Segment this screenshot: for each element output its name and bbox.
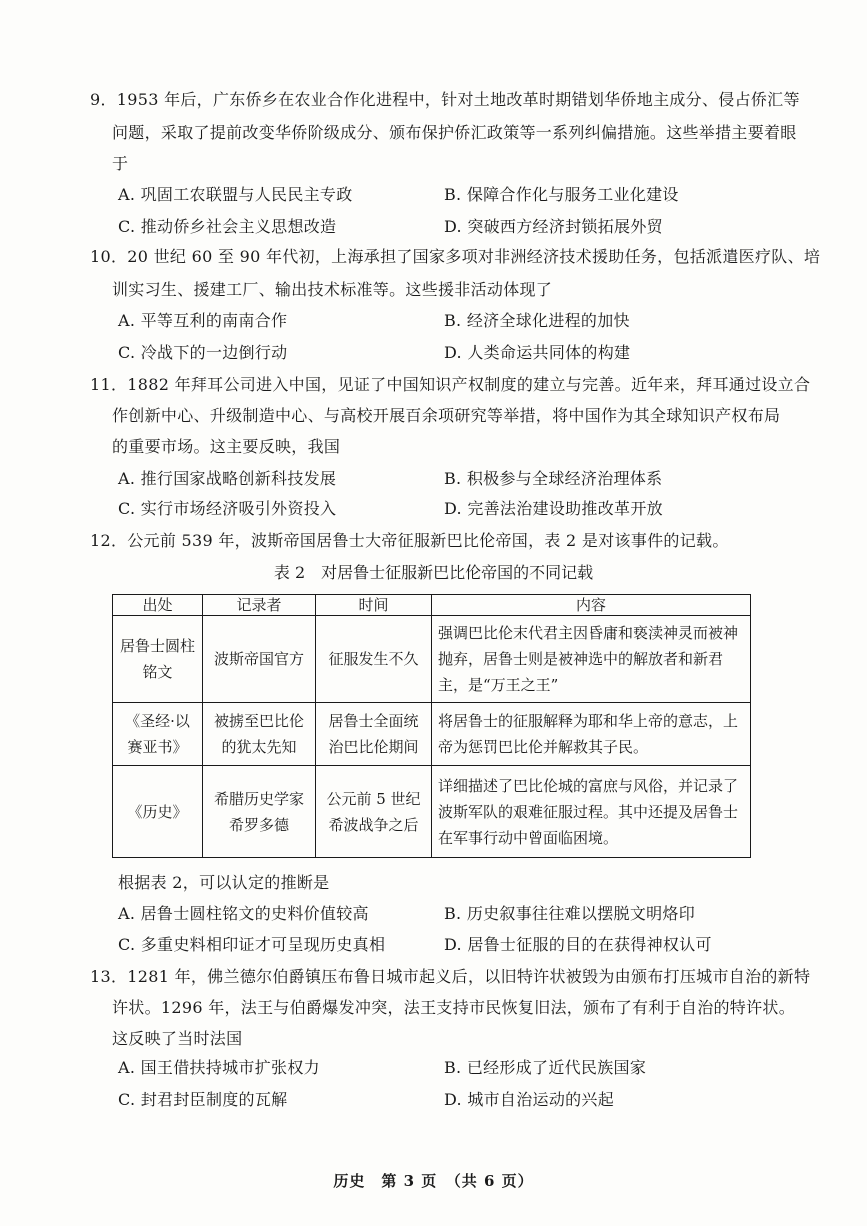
cell-content: 将居鲁士的征服解释为耶和华上帝的意志，上帝为惩罚巴比伦并解救其子民。	[432, 703, 751, 766]
q10-option-b[interactable]: B. 经济全球化进程的加快	[444, 311, 630, 330]
header-time: 时间	[316, 595, 432, 616]
table-caption: 表 2 对居鲁士征服新巴比伦帝国的不同记载	[273, 563, 594, 582]
q10-option-d[interactable]: D. 人类命运共同体的构建	[444, 343, 631, 362]
q13-stem-line-3: 这反映了当时法国	[112, 1029, 243, 1048]
q13-option-a[interactable]: A. 国王借扶持城市扩张权力	[118, 1058, 320, 1077]
cell-content: 详细描述了巴比伦城的富庶与风俗，并记录了波斯军队的艰难征服过程。其中还提及居鲁士在军事行动中曾面临困境。	[432, 766, 751, 858]
table-row	[113, 766, 751, 858]
q12-option-d[interactable]: D. 居鲁士征服的目的在获得神权认可	[444, 935, 712, 954]
q11-option-a[interactable]: A. 推行国家战略创新科技发展	[118, 469, 337, 488]
cell-time: 居鲁士全面统治巴比伦期间	[316, 703, 432, 766]
cell-source: 《圣经·以赛亚书》	[113, 703, 203, 766]
q10-stem-line-2: 训实习生、援建工厂、输出技术标准等。这些援非活动体现了	[112, 280, 553, 299]
records-table	[112, 594, 751, 858]
q9-stem-line-3: 于	[112, 154, 129, 173]
header-source: 出处	[113, 595, 203, 616]
cell-recorder: 希腊历史学家希罗多德	[203, 766, 316, 858]
q13-option-d[interactable]: D. 城市自治运动的兴起	[444, 1090, 615, 1109]
cell-time: 公元前 5 世纪希波战争之后	[316, 766, 432, 858]
cell-time: 征服发生不久	[316, 616, 432, 703]
q12-option-a[interactable]: A. 居鲁士圆柱铭文的史料价值较高	[118, 904, 369, 923]
q12-stem-line-1: 12．公元前 539 年，波斯帝国居鲁士大帝征服新巴比伦帝国，表 2 是对该事件的记载。	[90, 531, 729, 550]
cell-recorder: 波斯帝国官方	[203, 616, 316, 703]
q9-stem-line-1: 9．1953 年后，广东侨乡在农业合作化进程中，针对土地改革时期错划华侨地主成分、侵占侨汇等	[90, 90, 800, 109]
q9-option-a[interactable]: A. 巩固工农联盟与人民民主专政	[118, 185, 353, 204]
q13-stem-line-1: 13．1281 年，佛兰德尔伯爵镇压布鲁日城市起义后，以旧特许状被毁为由颁布打压城市自治的新特	[90, 967, 811, 986]
table-row	[113, 616, 751, 703]
cell-content: 强调巴比伦末代君主因昏庸和亵渎神灵而被神抛弃，居鲁士则是被神选中的解放者和新君主，是“万王之王”	[432, 616, 751, 703]
table-header-row	[113, 595, 751, 616]
q11-option-b[interactable]: B. 积极参与全球经济治理体系	[444, 469, 663, 488]
header-recorder: 记录者	[203, 595, 316, 616]
table-row	[113, 703, 751, 766]
q11-stem-line-1: 11．1882 年拜耳公司进入中国，见证了中国知识产权制度的建立与完善。近年来，拜耳通过设立合	[90, 375, 811, 394]
page-footer: 历史 第 3 页 （共 6 页）	[333, 1172, 534, 1190]
q11-option-c[interactable]: C. 实行市场经济吸引外资投入	[118, 499, 337, 518]
q13-option-b[interactable]: B. 已经形成了近代民族国家	[444, 1058, 647, 1077]
q12-option-b[interactable]: B. 历史叙事往往难以摆脱文明烙印	[444, 904, 696, 923]
q13-option-c[interactable]: C. 封君封臣制度的瓦解	[118, 1090, 288, 1109]
q11-stem-line-2: 作创新中心、升级制造中心、与高校开展百余项研究等举措，将中国作为其全球知识产权布局	[112, 406, 781, 425]
q9-option-d[interactable]: D. 突破西方经济封锁拓展外贸	[444, 217, 663, 236]
cell-recorder: 被掳至巴比伦的犹太先知	[203, 703, 316, 766]
cell-source: 《历史》	[113, 766, 203, 858]
q10-option-c[interactable]: C. 冷战下的一边倒行动	[118, 343, 288, 362]
cell-source: 居鲁士圆柱铭文	[113, 616, 203, 703]
q10-option-a[interactable]: A. 平等互利的南南合作	[118, 311, 288, 330]
q12-option-c[interactable]: C. 多重史料相印证才可呈现历史真相	[118, 935, 386, 954]
q9-stem-line-2: 问题，采取了提前改变华侨阶级成分、颁布保护侨汇政策等一系列纠偏措施。这些举措主要着眼	[112, 123, 797, 142]
q10-stem-line-1: 10．20 世纪 60 至 90 年代初，上海承担了国家多项对非洲经济技术援助任务，包括派遣医疗队、培	[90, 247, 821, 266]
q13-stem-line-2: 许状。1296 年，法王与伯爵爆发冲突，法王支持市民恢复旧法，颁布了有利于自治的特许状。	[112, 998, 796, 1017]
q11-stem-line-3: 的重要市场。这主要反映，我国	[112, 437, 341, 456]
q11-option-d[interactable]: D. 完善法治建设助推改革开放	[444, 499, 663, 518]
q9-option-c[interactable]: C. 推动侨乡社会主义思想改造	[118, 217, 337, 236]
q12-question: 根据表 2，可以认定的推断是	[118, 873, 330, 892]
header-content: 内容	[432, 595, 751, 616]
q9-option-b[interactable]: B. 保障合作化与服务工业化建设	[444, 185, 679, 204]
